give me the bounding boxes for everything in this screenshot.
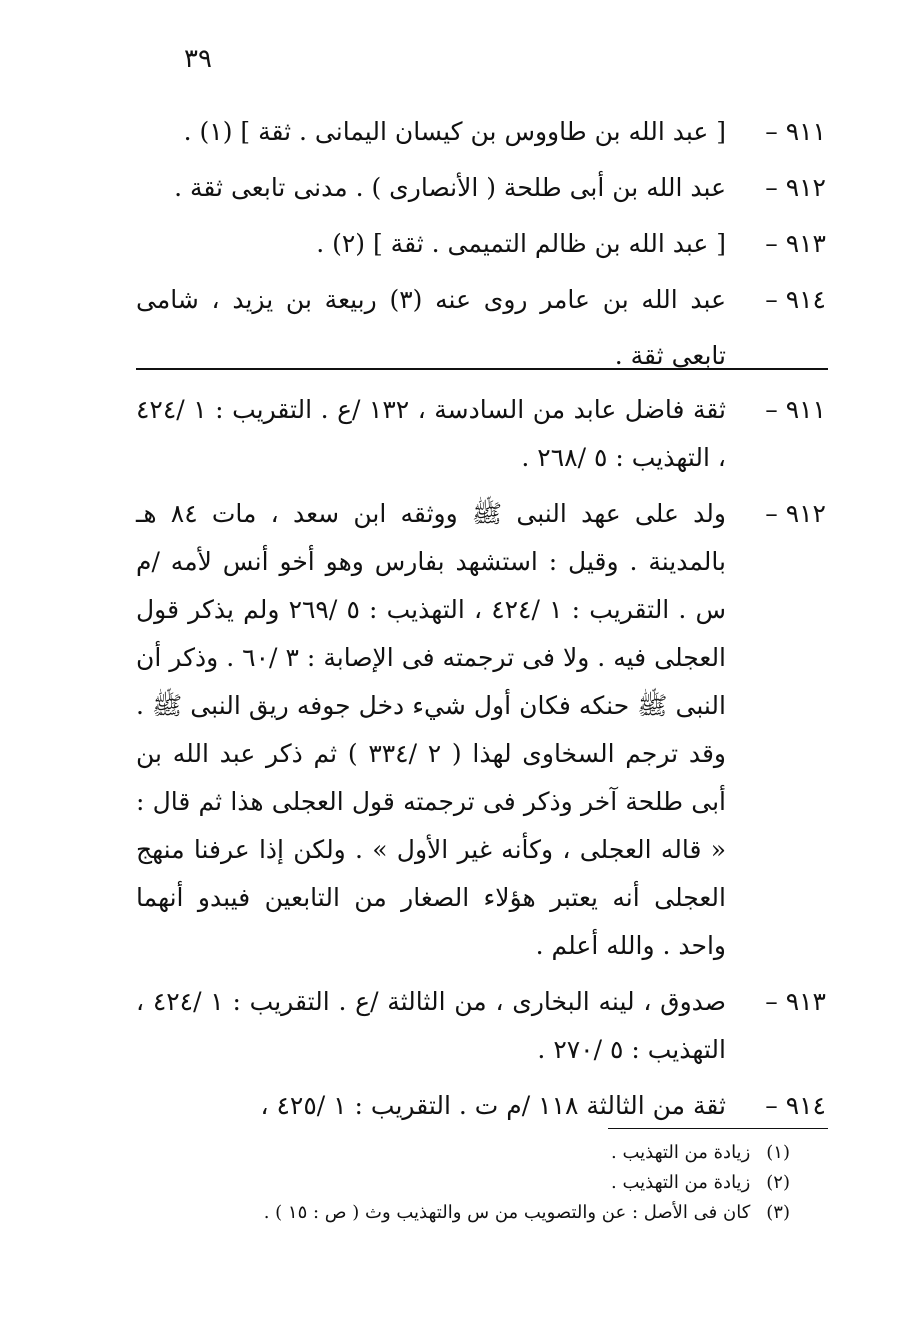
note-entry-914 <box>136 1082 826 1130</box>
entry-number: ٩١١ – <box>765 117 826 146</box>
note-text: ثقة فاضل عابد من السادسة ، ١٣٢ /ع . التقريب : ١ /٤٢٤ ، التهذيب : ٥ /٢٦٨ . <box>136 395 726 472</box>
footnote-text: كان فى الأصل : عن والتصويب من س والتهذيب وث ( ص : ١٥ ) . <box>263 1202 751 1223</box>
main-entry-913 <box>136 216 826 272</box>
footnotes <box>150 1138 790 1228</box>
footnote-text: زيادة من التهذيب . <box>611 1172 751 1193</box>
footnote-mark: (٣) <box>766 1202 790 1223</box>
entry-number: ٩١٢ – <box>765 173 826 202</box>
note-entry-911 <box>136 386 826 482</box>
note-number: ٩١٤ – <box>765 1091 826 1120</box>
note-entry-913 <box>136 978 826 1074</box>
entry-number: ٩١٤ – <box>765 285 826 314</box>
main-text <box>136 104 826 384</box>
main-entry-911 <box>136 104 826 160</box>
footnote-text: زيادة من التهذيب . <box>611 1142 751 1163</box>
note-entry-912 <box>136 490 826 970</box>
footnote-3 <box>150 1198 790 1228</box>
footnote-mark: (١) <box>766 1142 790 1163</box>
entry-text: [ عبد الله بن طاووس بن كيسان اليمانى . ثقة ] (١) . <box>183 117 726 146</box>
main-entry-912 <box>136 160 826 216</box>
footnote-mark: (٢) <box>766 1172 790 1193</box>
entry-number: ٩١٣ – <box>765 229 826 258</box>
note-text: صدوق ، لينه البخارى ، من الثالثة /ع . التقريب : ١ /٤٢٤ ، التهذيب : ٥ /٢٧٠ . <box>136 987 726 1064</box>
note-number: ٩١٣ – <box>765 987 826 1016</box>
entry-text: عبد الله بن عامر روى عنه (٣) ربيعة بن يزيد ، شامى تابعى ثقة . <box>136 285 727 370</box>
entry-text: عبد الله بن أبى طلحة ( الأنصارى ) . مدنى تابعى ثقة . <box>174 173 726 202</box>
main-divider <box>136 368 828 370</box>
entry-text: [ عبد الله بن ظالم التميمى . ثقة ] (٢) . <box>316 229 726 258</box>
note-number: ٩١١ – <box>765 395 826 424</box>
note-text: ولد على عهد النبى ﷺ ووثقه ابن سعد ، مات ٨٤ هـ بالمدينة . وقيل : استشهد بفارس وهو أخو أنس لأمه /م س . التقريب : ١ /٤٢٤ ، التهذيب : ٥ /٢٦٩ ولم يذكر قول العجلى فيه . ولا فى ترجمته فى الإصابة : ٣ /٦٠ . وذكر أن النبى ﷺ حنكه فكان أول شيء دخل جوفه ريق النبى ﷺ . وقد ترجم السخاوى لهذا ( ٢ /٣٣٤ ) ثم ذكر عبد الله بن أبى طلحة آخر وذكر فى ترجمته قول العجلى هذا ثم قال : « قاله العجلى ، وكأنه غير الأول » . ولكن إذا عرفنا منهج العجلى أنه يعتبر هؤلاء الصغار من التابعين فيبدو أنهما واحد . والله أعلم . <box>136 499 727 960</box>
note-text: ثقة من الثالثة ١١٨ /م ت . التقريب : ١ /٤٢٥ ، <box>260 1091 726 1120</box>
footnote-2 <box>150 1168 790 1198</box>
footnote-1 <box>150 1138 790 1168</box>
page-number: ٣٩ <box>184 44 212 74</box>
note-number: ٩١٢ – <box>765 499 826 528</box>
footnote-divider <box>608 1128 828 1129</box>
notes-section <box>136 386 826 1138</box>
